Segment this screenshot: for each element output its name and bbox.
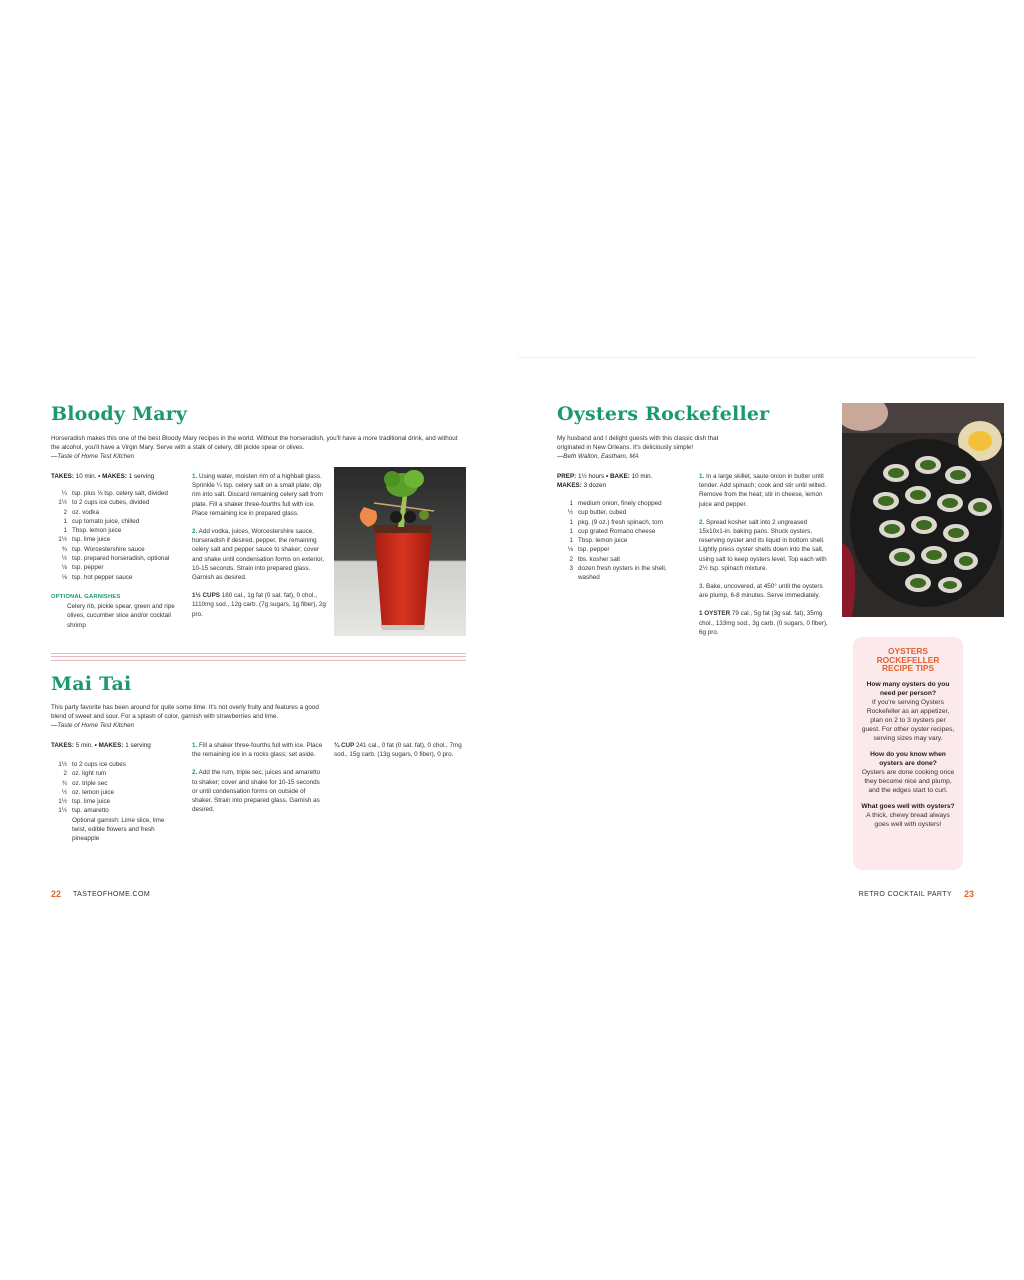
footer-section: RETRO COCKTAIL PARTY (858, 890, 952, 898)
step-2 (192, 527, 327, 582)
ingredient-text: cup tomato juice, chilled (72, 517, 140, 525)
ingredient-row (557, 518, 682, 527)
mai-tai-steps (192, 741, 327, 823)
bloody-mary-nutrition (192, 591, 327, 619)
ingredient-row (51, 526, 186, 535)
ingredient-text: tsp. pepper (72, 564, 104, 572)
mai-tai-attribution: —Taste of Home Test Kitchen (51, 722, 135, 729)
bloody-mary-garnish-text: Celery rib, pickle spear, green and ripe olives, cucumber slice and/or cocktail shrimp (67, 603, 175, 629)
ingredient-text: Optional garnish: Lime slice, lime twist, edible flowers and fresh pineapple (72, 816, 165, 843)
ingredient-qty: 1 (569, 537, 573, 545)
ingredient-qty: ¾ (61, 779, 67, 787)
step-2 (192, 768, 327, 814)
oysters-image (842, 403, 1004, 617)
ingredient-qty: ⅛ (61, 564, 67, 572)
step-text: Spread kosher salt into 2 ungreased 15x10x1-in. baking pans. Shuck oysters, reserving oyster and its liquid in bottom shell. Lightly press oyster shells down into the salt, using salt to keep oysters level. Top each with 2½ tsp. spinach mixture. (699, 518, 827, 572)
oysters-photo (842, 403, 1004, 617)
ingredient-row (51, 760, 176, 769)
ingredient-qty: 1½ (58, 807, 67, 815)
bloody-mary-intro (51, 434, 461, 461)
top-rule (518, 357, 976, 358)
ingredient-qty: 1½ (58, 536, 67, 544)
nutrition-label: ¾ CUP (334, 742, 355, 749)
ingredient-text: tsp. lime juice (72, 798, 111, 806)
ingredient-qty: 1½ (58, 798, 67, 806)
ingredient-row (51, 779, 176, 788)
tips-answer-1: If you're serving Oysters Rockefeller as an appetizer, plan on 2 to 3 oysters per guest. For other oyster recipes, serving sizes may vary. (861, 698, 955, 742)
page-number-right: 23 (963, 889, 974, 899)
page-number-left: 22 (51, 889, 62, 899)
ingredient-text: tsp. prepared horseradish, optional (72, 555, 170, 563)
step-number: 2. (192, 528, 198, 536)
tips-question-2: How do you know when oysters are done? (870, 750, 946, 767)
ingredient-qty: 2 (63, 770, 67, 778)
left-footer (51, 889, 150, 899)
ingredient-text: tsp. plus ⅛ tsp. celery salt, divided (72, 490, 168, 497)
ingredient-text: cup grated Romano cheese (578, 527, 656, 535)
oysters-title: Oysters Rockefeller (557, 403, 770, 425)
bloody-mary-steps (192, 472, 327, 619)
takes-value: 10 min. (75, 473, 97, 480)
ingredient-text: lbs. kosher salt (578, 555, 620, 563)
ingredient-text: cup butter, cubed (578, 509, 627, 517)
step-number: 2. (192, 769, 198, 777)
ingredient-qty: 1 (63, 517, 67, 525)
tips-heading: OYSTERS ROCKEFELLER RECIPE TIPS (876, 646, 940, 674)
nutrition-label: 1 OYSTER (699, 610, 731, 618)
ingredient-qty: ½ (61, 788, 67, 796)
tips-question-1: How many oysters do you need per person? (866, 680, 950, 697)
step-text: Add the rum, triple sec, juices and amaretto to shaker; cover and shake for 10-15 seconds or until condensation forms on outside of shaker. Strain into prepared glass. Garnish as desired. (192, 769, 321, 814)
bloody-mary-intro-text: Horseradish makes this one of the best Bloody Mary recipes in the world. Without the horseradish, you'll have a more traditional drink, and without the alcohol, you'll have a Virgin Mary. Serve with a stalk of celery, dill pickle spear or olives. (51, 435, 458, 451)
ingredient-text: medium onion, finely chopped (578, 500, 662, 507)
takes-value: 5 min. (75, 742, 93, 749)
step-number: 3. (699, 583, 705, 591)
ingredient-qty: 2 (63, 508, 67, 516)
bake-value: 10 min. (631, 473, 653, 480)
ingredient-text: tsp. Worcestershire sauce (72, 545, 145, 553)
ingredient-row (51, 545, 186, 554)
ingredient-row (51, 498, 186, 507)
ingredient-text: oz. lemon juice (72, 788, 114, 796)
nutrition-label: 1½ CUPS (192, 592, 220, 600)
makes-label: MAKES: (557, 482, 582, 489)
ingredient-text: tsp. lime juice (72, 536, 111, 544)
ingredient-row (51, 508, 186, 517)
ingredient-row (51, 573, 186, 582)
bloody-mary-title: Bloody Mary (51, 403, 188, 425)
step-1 (699, 472, 831, 509)
takes-label: TAKES: (51, 473, 74, 480)
ingredient-text: Tbsp. lemon juice (72, 527, 122, 535)
oysters-makes (557, 481, 697, 490)
ingredient-qty: ¼ (61, 490, 67, 497)
ingredient-row (51, 816, 176, 844)
ingredient-text: oz. vodka (72, 508, 99, 516)
ingredient-qty: 1½ (58, 761, 67, 768)
oysters-intro (557, 434, 735, 461)
step-text: Using water, moisten rim of a highball glass. Sprinkle ¼ tsp. celery salt on a small plate; dip rim into salt. Discard remaining celery salt from plate. Fill a shaker three-fourths full with ice. Place remaining ice in prepared glass. (192, 473, 323, 517)
tips-question-3: What goes well with oysters? (861, 802, 955, 810)
ingredient-qty: ⅛ (61, 573, 67, 581)
step-3 (699, 582, 831, 600)
ingredient-row (557, 545, 682, 554)
step-text: Add vodka, juices, Worcestershire sauce, horseradish if desired, pepper, the remaining celery salt and pepper sauce to shaker; cover and shake until condensation forms on exterior, 10-15 seconds. Strain into prepared glass. Garnish as desired. (192, 528, 324, 582)
ingredient-qty: ½ (61, 555, 67, 563)
ingredient-qty: ⅛ (567, 546, 573, 554)
mai-tai-title: Mai Tai (51, 673, 132, 695)
oysters-intro-text: My husband and I delight guests with this classic dish that originated in New Orleans. It's deliciously simple! (557, 435, 719, 451)
bloody-mary-ingredients (51, 489, 186, 582)
step-1 (192, 741, 327, 759)
ingredient-row (51, 563, 186, 572)
oysters-prep-bake (557, 472, 697, 481)
step-text: In a large skillet, saute onion in butter until tender. Add spinach; cook and stir until wilted. Remove from the heat; stir in cheese, lemon juice and pepper. (699, 473, 827, 508)
ingredient-row (557, 527, 682, 536)
ingredient-qty: 1 (569, 518, 573, 526)
prep-value: 1½ hours (578, 473, 605, 480)
mai-tai-meta (51, 741, 191, 750)
ingredient-row (51, 797, 176, 806)
ingredient-row (557, 508, 682, 517)
section-divider (51, 653, 466, 661)
step-text: Bake, uncovered, at 450° until the oysters are plump, 6-8 minutes. Serve immediately. (699, 583, 823, 600)
bake-label: • BAKE: (606, 473, 630, 480)
ingredient-qty: 1 (63, 527, 67, 535)
step-number: 1. (192, 742, 198, 749)
mai-tai-ingredients (51, 760, 176, 844)
ingredient-row (51, 489, 186, 498)
step-number: 1. (192, 473, 198, 480)
ingredient-row (51, 535, 186, 544)
oysters-meta (557, 472, 697, 490)
ingredient-qty (51, 816, 72, 844)
ingredient-qty: 1 (569, 500, 573, 507)
step-text: Fill a shaker three-fourths full with ice. Place the remaining ice in a rocks glass; set aside. (192, 742, 323, 759)
prep-label: PREP: (557, 473, 577, 480)
step-number: 2. (699, 518, 705, 526)
bloody-mary-meta (51, 472, 191, 481)
mai-tai-intro-text: This party favorite has been around for quite some time. It's not overly fruity and features a good blend of sweet and sour. For a splash of color, garnish with strawberries and lime. (51, 704, 319, 720)
ingredient-row (51, 769, 176, 778)
ingredient-text: pkg. (9 oz.) fresh spinach, torn (578, 518, 664, 526)
makes-label: • MAKES: (94, 742, 124, 749)
ingredient-qty: ¾ (61, 545, 67, 553)
oysters-attribution: —Beth Walton, Eastham, MA (557, 453, 639, 460)
ingredient-row (557, 564, 682, 583)
nutrition-text: 79 cal., 5g fat (3g sat. fat), 35mg chol., 133mg sod., 3g carb. (0 sugars, 0 fiber), 6g pro. (699, 610, 828, 636)
right-footer (800, 889, 974, 899)
ingredient-row (51, 517, 186, 526)
ingredient-text: oz. triple sec (72, 779, 108, 787)
ingredient-qty: 1 (569, 527, 573, 535)
bloody-mary-image (334, 467, 466, 636)
ingredient-row (557, 536, 682, 545)
bloody-mary-garnish-heading: OPTIONAL GARNISHES (51, 594, 121, 600)
mai-tai-intro (51, 703, 336, 730)
mai-tai-nutrition (334, 741, 462, 759)
oysters-ingredients (557, 499, 682, 583)
ingredient-text: tsp. amaretto (72, 807, 109, 815)
makes-value: 1 serving (125, 742, 151, 749)
ingredient-qty: 2 (569, 555, 573, 563)
step-2 (699, 518, 831, 573)
recipe-tips-box (853, 637, 963, 870)
ingredient-row (51, 788, 176, 797)
ingredient-qty: 1½ (58, 499, 67, 507)
ingredient-row (557, 555, 682, 564)
ingredient-text: to 2 cups ice cubes (72, 761, 126, 768)
bloody-mary-photo (334, 467, 466, 636)
ingredient-text: to 2 cups ice cubes, divided (72, 499, 150, 507)
nutrition-text: 241 cal., 0 fat (0 sat. fat), 0 chol., 7mg sod., 15g carb. (13g sugars, 0 fiber), 0 pro. (334, 742, 462, 759)
ingredient-text: tsp. hot pepper sauce (72, 573, 133, 581)
ingredient-text: oz. light rum (72, 770, 107, 778)
makes-label: • MAKES: (98, 473, 127, 480)
oysters-steps (699, 472, 831, 637)
nutrition-text: 180 cal., 1g fat (0 sat. fat), 0 chol., 1110mg sod., 12g carb. (7g sugars, 1g fiber), 2g pro. (192, 592, 326, 618)
footer-site: TASTEOFHOME.COM (73, 890, 151, 898)
makes-value: 1 serving (128, 473, 155, 480)
tips-answer-2: Oysters are done cooking once they become nice and plump, and the edges start to curl. (861, 768, 955, 794)
takes-label: TAKES: (51, 742, 74, 749)
bloody-mary-attribution: —Taste of Home Test Kitchen (51, 453, 135, 460)
ingredient-text: Tbsp. lemon juice (578, 537, 628, 545)
ingredient-row (51, 554, 186, 563)
ingredient-row (51, 806, 176, 815)
ingredient-row (557, 499, 682, 508)
ingredient-qty: 3 (569, 565, 573, 573)
oysters-nutrition (699, 609, 831, 637)
step-number: 1. (699, 473, 705, 480)
step-1 (192, 472, 327, 518)
ingredient-qty: ½ (567, 509, 573, 517)
ingredient-text: dozen fresh oysters in the shell, washed (578, 565, 667, 582)
makes-value: 3 dozen (583, 482, 607, 489)
tips-answer-3: A thick, chewy bread always goes well with oysters! (866, 811, 950, 828)
ingredient-text: tsp. pepper (578, 546, 610, 554)
